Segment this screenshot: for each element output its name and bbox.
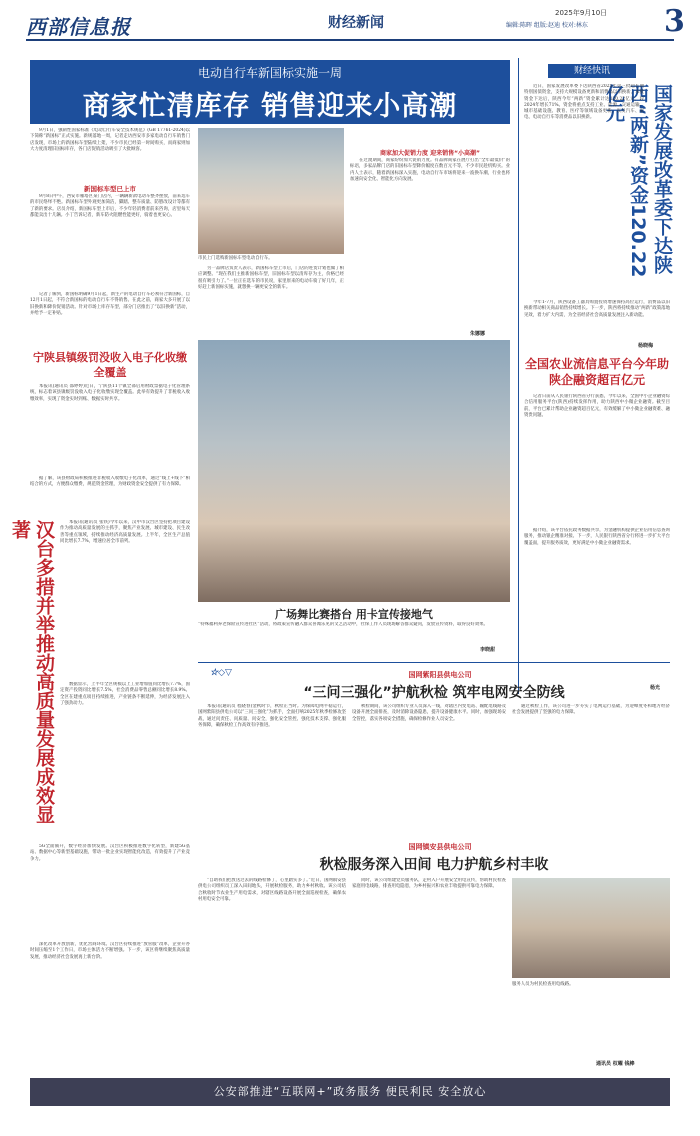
lead-photo-caption: 市民上门选购新国标车型电动自行车。 — [198, 256, 273, 261]
photo-banner-caption: “特殊福利养老保险宣传进社区”活动，将政策宣传融入群众喜闻乐见的文艺活动中，社保工作人员现场解答群众疑问，发放宣传资料，取得良好效果。 — [198, 622, 488, 627]
lead-photo — [198, 128, 344, 254]
masthead-rule — [26, 39, 674, 41]
power-1-org: 国网紫阳县供电公司 — [408, 671, 472, 679]
power-1-para-3: 通过秋检工作，该公司进一步夯实了电网运行基础，为迎峰度冬和地方经济社会发展提供了坚强的电力保障。 — [512, 704, 670, 716]
sidebar-article-1-para-2: 今年1-7月，陕西设备工器具购置投资增速保持高位运行，消费品以旧换新带动相关商品销售持续增长。下一步，陕西将持续推动“两新”政策落地见效，着力扩大内需，为全省经济社会高质量发展注入新动能。 — [524, 300, 670, 318]
power-section-rule — [198, 662, 670, 663]
lead-headline: 商家忙清库存 销售迎来小高潮 — [82, 91, 458, 122]
sidebar-article-1-byline: 杨晓梅 — [638, 343, 654, 349]
bottom-ad-banner: 公安部推进“互联网+”政务服务 便民利民 安全放心 — [30, 1078, 670, 1106]
hantai-para-2: 数据显示，上半年全区规模以上工业增加值同比增长7.7%，固定资产投资同比增长7.5%，社会消费品零售总额同比增长8.9%。全区在建重点项目持续推进，产业链条不断延伸，为经济发展注入了强劲动力。 — [60, 682, 190, 706]
ningshan-para-2: 据了解，该县财政局积极推进非税收入收缴电子化改革，通过“线上+线下”相结合的方式，方便群众缴费，规范资金管理，为财政资金安全提供了有力保障。 — [30, 476, 190, 488]
power-2-para-2: 同时，该公司组建党员服务队，走村入户开展安全用电宣传，帮助村民检查家庭用电线路，排查用电隐患，为乡村振兴和农业丰收提供可靠电力保障。 — [352, 878, 506, 890]
lead-para-4: 在过渡期间，商家纷纷加大促销力度。有品牌商家在展厅打出“全年最低价”的标语，多家品牌门店的旧国标车型降价幅度在数百元不等，不少市民趁机购买。业内人士表示，随着新国标深入实施，电动自行车市场将迎来一波换车潮，行业也将加速向安全化、智能化方向发展。 — [350, 158, 510, 182]
sidebar-article-1-title: 国家发展改革委下达陕西“两新”资金120.22亿元 — [603, 84, 673, 278]
power-2-photo-caption: 服务人员为村民检查用电线路。 — [512, 982, 574, 987]
power-2-photo — [512, 878, 670, 978]
power-1-para-2: 秋检期间，该公司组织专业人员深入一线，对辖区内变电站、输配电线路及设备开展全面排查，及时消除设备隐患，提升设备健康水平。同时，加强现场安全管控，落实各项安全措施，确保检修作业人员安全。 — [352, 704, 506, 722]
hantai-para-3: 5G全面铺开，数字经济加快发展。汉台区积极推进数字化转型，新建5G基站、数据中心等新型基础设施，带动一批企业实现智能化改造，有效提升了产业竞争力。 — [30, 844, 190, 862]
page-number: 3 — [664, 4, 685, 39]
lead-subhead-1: 新国标车型已上市 — [84, 185, 136, 193]
power-section-logo-icon: ☆◇▽ — [210, 668, 232, 678]
sidebar-article-2-title: 全国农业流信息平台今年助陕企融资超百亿元 — [524, 357, 669, 387]
lead-subhead-2: 商家加大促销力度 迎来销售“小高潮” — [380, 150, 480, 157]
lead-byline: 朱娜娜 — [470, 331, 486, 337]
power-1-para-1: 本报讯(通讯员 程晓春)金秋时节，秋检正当时。为保障电网平稳运行，国网紫阳县供电公司以“三问三强化”为抓手，全面打响2025年秋季检修攻坚战，通过问责任、问质量、问安全，强化安全管控、强化技术支撑、强化服务保障，确保秋检工作高效有序推进。 — [198, 704, 346, 728]
masthead — [0, 0, 700, 40]
newspaper-logo: 西部信息报 — [26, 15, 131, 39]
photo-banner-title: 广场舞比赛搭台 用卡宣传接地气 — [275, 608, 433, 621]
power-2-title: 秋检服务深入田间 电力护航乡村丰收 — [319, 857, 549, 873]
ningshan-title: 宁陕县镇级罚没收入电子化收缴全覆盖 — [33, 351, 187, 379]
lead-para-5: 另一品牌店负责人表示，新国标车型上市后，门店的进货计划也做了相应调整。“现在我们主推新国标车型，旧国标车型以清库存为主，价格已经很有吸引力了。”一位正在选车的市民说，家里原来的电动车骑了好几年，正好赶上新国标实施，就想换一辆更安全的新车。 — [198, 266, 344, 290]
ningshan-para-1: 本报讯(通讯员 邵婷婷)近日，宁陕县11个镇全部启用财政票据电子化管理系统，标志着该县镇级罚没收入电子化收缴实现全覆盖。此举有效提升了非税收入收缴效率，实现了资金实时到账、数据实时共享。 — [30, 384, 190, 402]
power-2-byline: 通讯员 权曜 钱棒 — [596, 1061, 635, 1067]
editors-line: 编辑:陈晖 组版:赵迪 校对:林东 — [506, 22, 588, 29]
power-2-org: 国网镇安县供电公司 — [408, 843, 472, 851]
hantai-para-4: 深化改革开放创新，优化营商环境。汉台区持续推进“放管服”改革，企业开办时间压缩至1个工作日，市场主体活力不断增强。下一步，该区将继续聚焦高质量发展，推动经济社会发展再上新台阶。 — [30, 942, 190, 960]
hantai-para-1: 本报讯(通讯员 张铁)今年以来，汉中市汉台区坚持把项目建设作为推动高质量发展的主抓手，聚焦产业发展、城市建设、民生改善等重点领域，持续推动经济高质量发展。上半年，全区生产总值同比增长7.7%，增速位居全市前列。 — [60, 520, 190, 544]
sidebar-box-title: 财经快讯 — [548, 64, 636, 78]
lead-para-2: 9月8日中午，西安市雁塔区某门店内，一辆辆新款电动车整齐摆放，前来选车的市民络绎不绝。新国标车型外观更加简洁，脚踏、整车质量、防篡改设计等都有了新的要求。店员介绍，新国标车型上市后，不少年轻消费者前来咨询，店里每天都能卖出十几辆。小丁告诉记者，新车防火阻燃性能更好，骑着也更安心。 — [30, 194, 190, 218]
power-1-title: “三问三强化”护航秋检 筑牢电网安全防线 — [303, 685, 565, 701]
hantai-title: 汉台多措并举推动高质量发展成效显著 — [9, 520, 55, 824]
sidebar-article-1-para-1: 近日，国家发展改革委下达陕西省2025年第三批超长期特别国债资金，支持大规模设备更新和消费品以旧换新。本批资金下达后，陕西今年“两新”资金累计达120.22亿元，较2024年增长71%。资金将重点支持工业、能源、交通运输、城市基础设施、教育、医疗等领域设备更新，以及汽车、家电、电动自行车等消费品以旧换新。 — [524, 84, 644, 121]
sidebar-divider — [518, 58, 519, 694]
lead-para-3: 记者了解到，新国标明确9月1日起，新生产的电动自行车必须符合新国标，自12月1日起，不符合新国标的电动自行车不得销售。在此之前，商家大多开展了以旧换新和降价促销活动。针对市场上库存车型，部分门店推出了“以旧换新”活动，并给予一定补贴。 — [30, 292, 190, 316]
lead-para-1: 9月1日，强制性国家标准《电动自行车安全技术规范》(GB 17761-2024)以下简称“新国标”正式实施。新规落地一周，记者走访西安市多家电动自行车销售门店发现，市场上的新国标车型陆续上架，不少市民已经第一时间购买，而商家则加大力度清理旧国标库存，各门店促销活动吸引了大批顾客。 — [30, 128, 190, 152]
power-2-para-1: “自助我们把放送过去的线路检修了，心里踏实多了。”近日，国网镇安县供电公司组织员工深入田间地头，开展秋检服务，助力乡村秋收。该公司结合秋收时节农业生产用电需求，对辖区线路设备开展全面巡视检查，确保农村用电安全可靠。 — [198, 878, 346, 902]
section-title: 财经新闻 — [328, 15, 384, 31]
sidebar-article-2-byline: 杨光 — [650, 685, 661, 691]
issue-date: 2025年9月10日 — [555, 9, 608, 17]
lead-kicker: 电动自行车新国标实施一周 — [197, 66, 342, 80]
photo-banner-byline: 李晓甜 — [480, 647, 496, 653]
square-dance-photo — [198, 340, 510, 602]
sidebar-article-2-para-1: 记者日前从人民银行陕西省分行获悉，今年以来，全国中小企业融资综合信用服务平台(陕西)持续发挥作用，助力陕西中小微企业融资。截至目前，平台已累计帮助企业融资超百亿元，有效缓解了中小微企业融资难、融资贵问题。 — [524, 394, 670, 418]
sidebar-article-2-para-2: 据介绍，该平台依托政务数据共享，为金融机构提供企业信用信息查询服务，推动银企精准对接。下一步，人民银行陕西省分行将进一步扩大平台覆盖面，提升服务质效，更好满足中小微企业融资需求。 — [524, 528, 670, 546]
